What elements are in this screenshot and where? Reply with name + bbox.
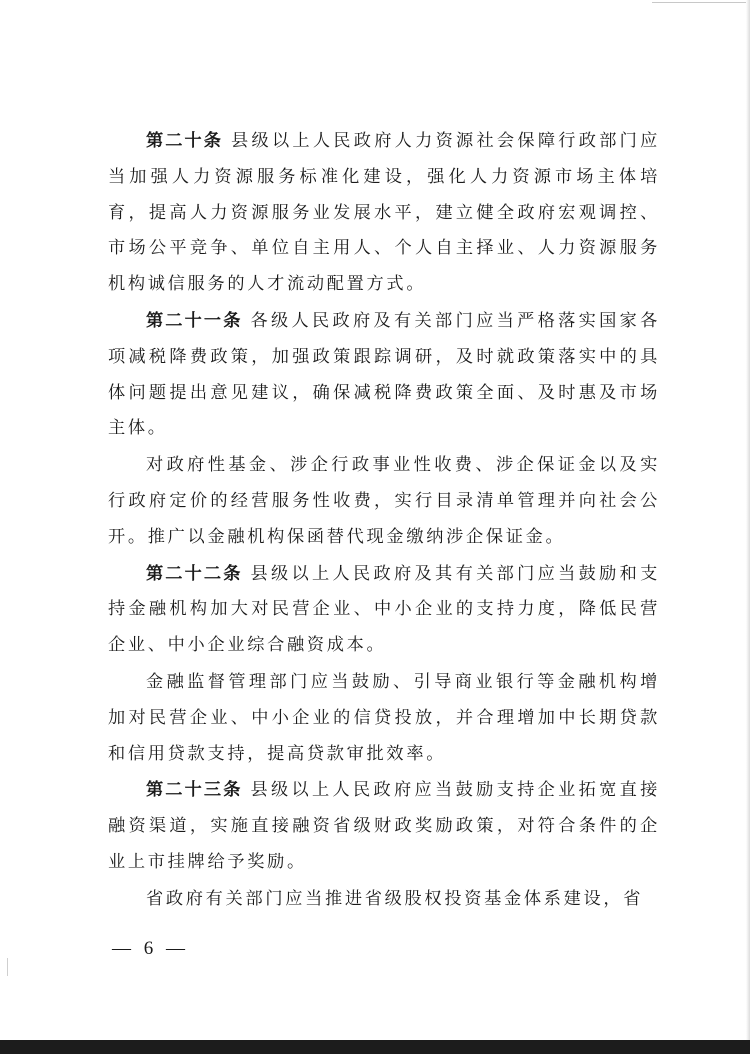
article-number: 第二十三条 [146,780,243,801]
paragraph-text: 对政府性基金、涉企行政事业性收费、涉企保证金以及实行政府定价的经营服务性收费，实行目录清单管理并向社会公开。推广以金融机构保函替代现金缴纳涉企保证金。 [108,455,660,547]
paragraph-text: 县级以上人民政府人力资源社会保障行政部门应当加强人力资源服务标准化建设，强化人力资源市场主体培育，提高人力资源服务业发展水平，建立健全政府宏观调控、市场公平竞争、单位自主用人、个人自主择业、人力资源服务机构诚信服务的人才流动配置方式。 [108,131,660,295]
paragraph-article-20 [108,124,660,303]
paragraph-text: 各级人民政府及有关部门应当严格落实国家各项减税降费政策，加强政策跟踪调研，及时就政策落实中的具体问题提出意见建议，确保减税降费政策全面、及时惠及市场主体。 [108,310,660,439]
paragraph-article-23 [108,773,660,880]
paragraph-article-21 [108,304,660,447]
scan-bottom-bar [0,1040,750,1054]
article-number: 第二十一条 [146,310,243,331]
paragraph-article-22 [108,557,660,664]
article-number: 第二十条 [146,131,224,151]
paragraph-text: 县级以上人民政府及其有关部门应当鼓励和支持金融机构加大对民营企业、中小企业的支持力度，降低民营企业、中小企业综合融资成本。 [108,563,660,656]
scan-left-mark [7,958,8,976]
paragraph-text: 金融监督管理部门应当鼓励、引导商业银行等金融机构增加对民营企业、中小企业的信贷投放，并合理增加中长期贷款和信用贷款支持，提高贷款审批效率。 [108,671,660,764]
page-number: — 6 — [112,938,189,959]
document-body [108,124,660,919]
paragraph-text: 县级以上人民政府应当鼓励支持企业拓宽直接融资渠道，实施直接融资省级财政奖励政策，对符合条件的企业上市挂牌给予奖励。 [108,780,660,872]
paragraph-article-22-credit [108,665,660,772]
article-number: 第二十二条 [146,563,243,584]
scan-right-edge [746,0,750,1040]
paragraph-article-21-fees [108,448,660,555]
paragraph-article-23-funds [108,882,660,918]
scan-top-line [652,2,750,3]
paragraph-text: 省政府有关部门应当推进省级股权投资基金体系建设，省 [146,888,644,909]
